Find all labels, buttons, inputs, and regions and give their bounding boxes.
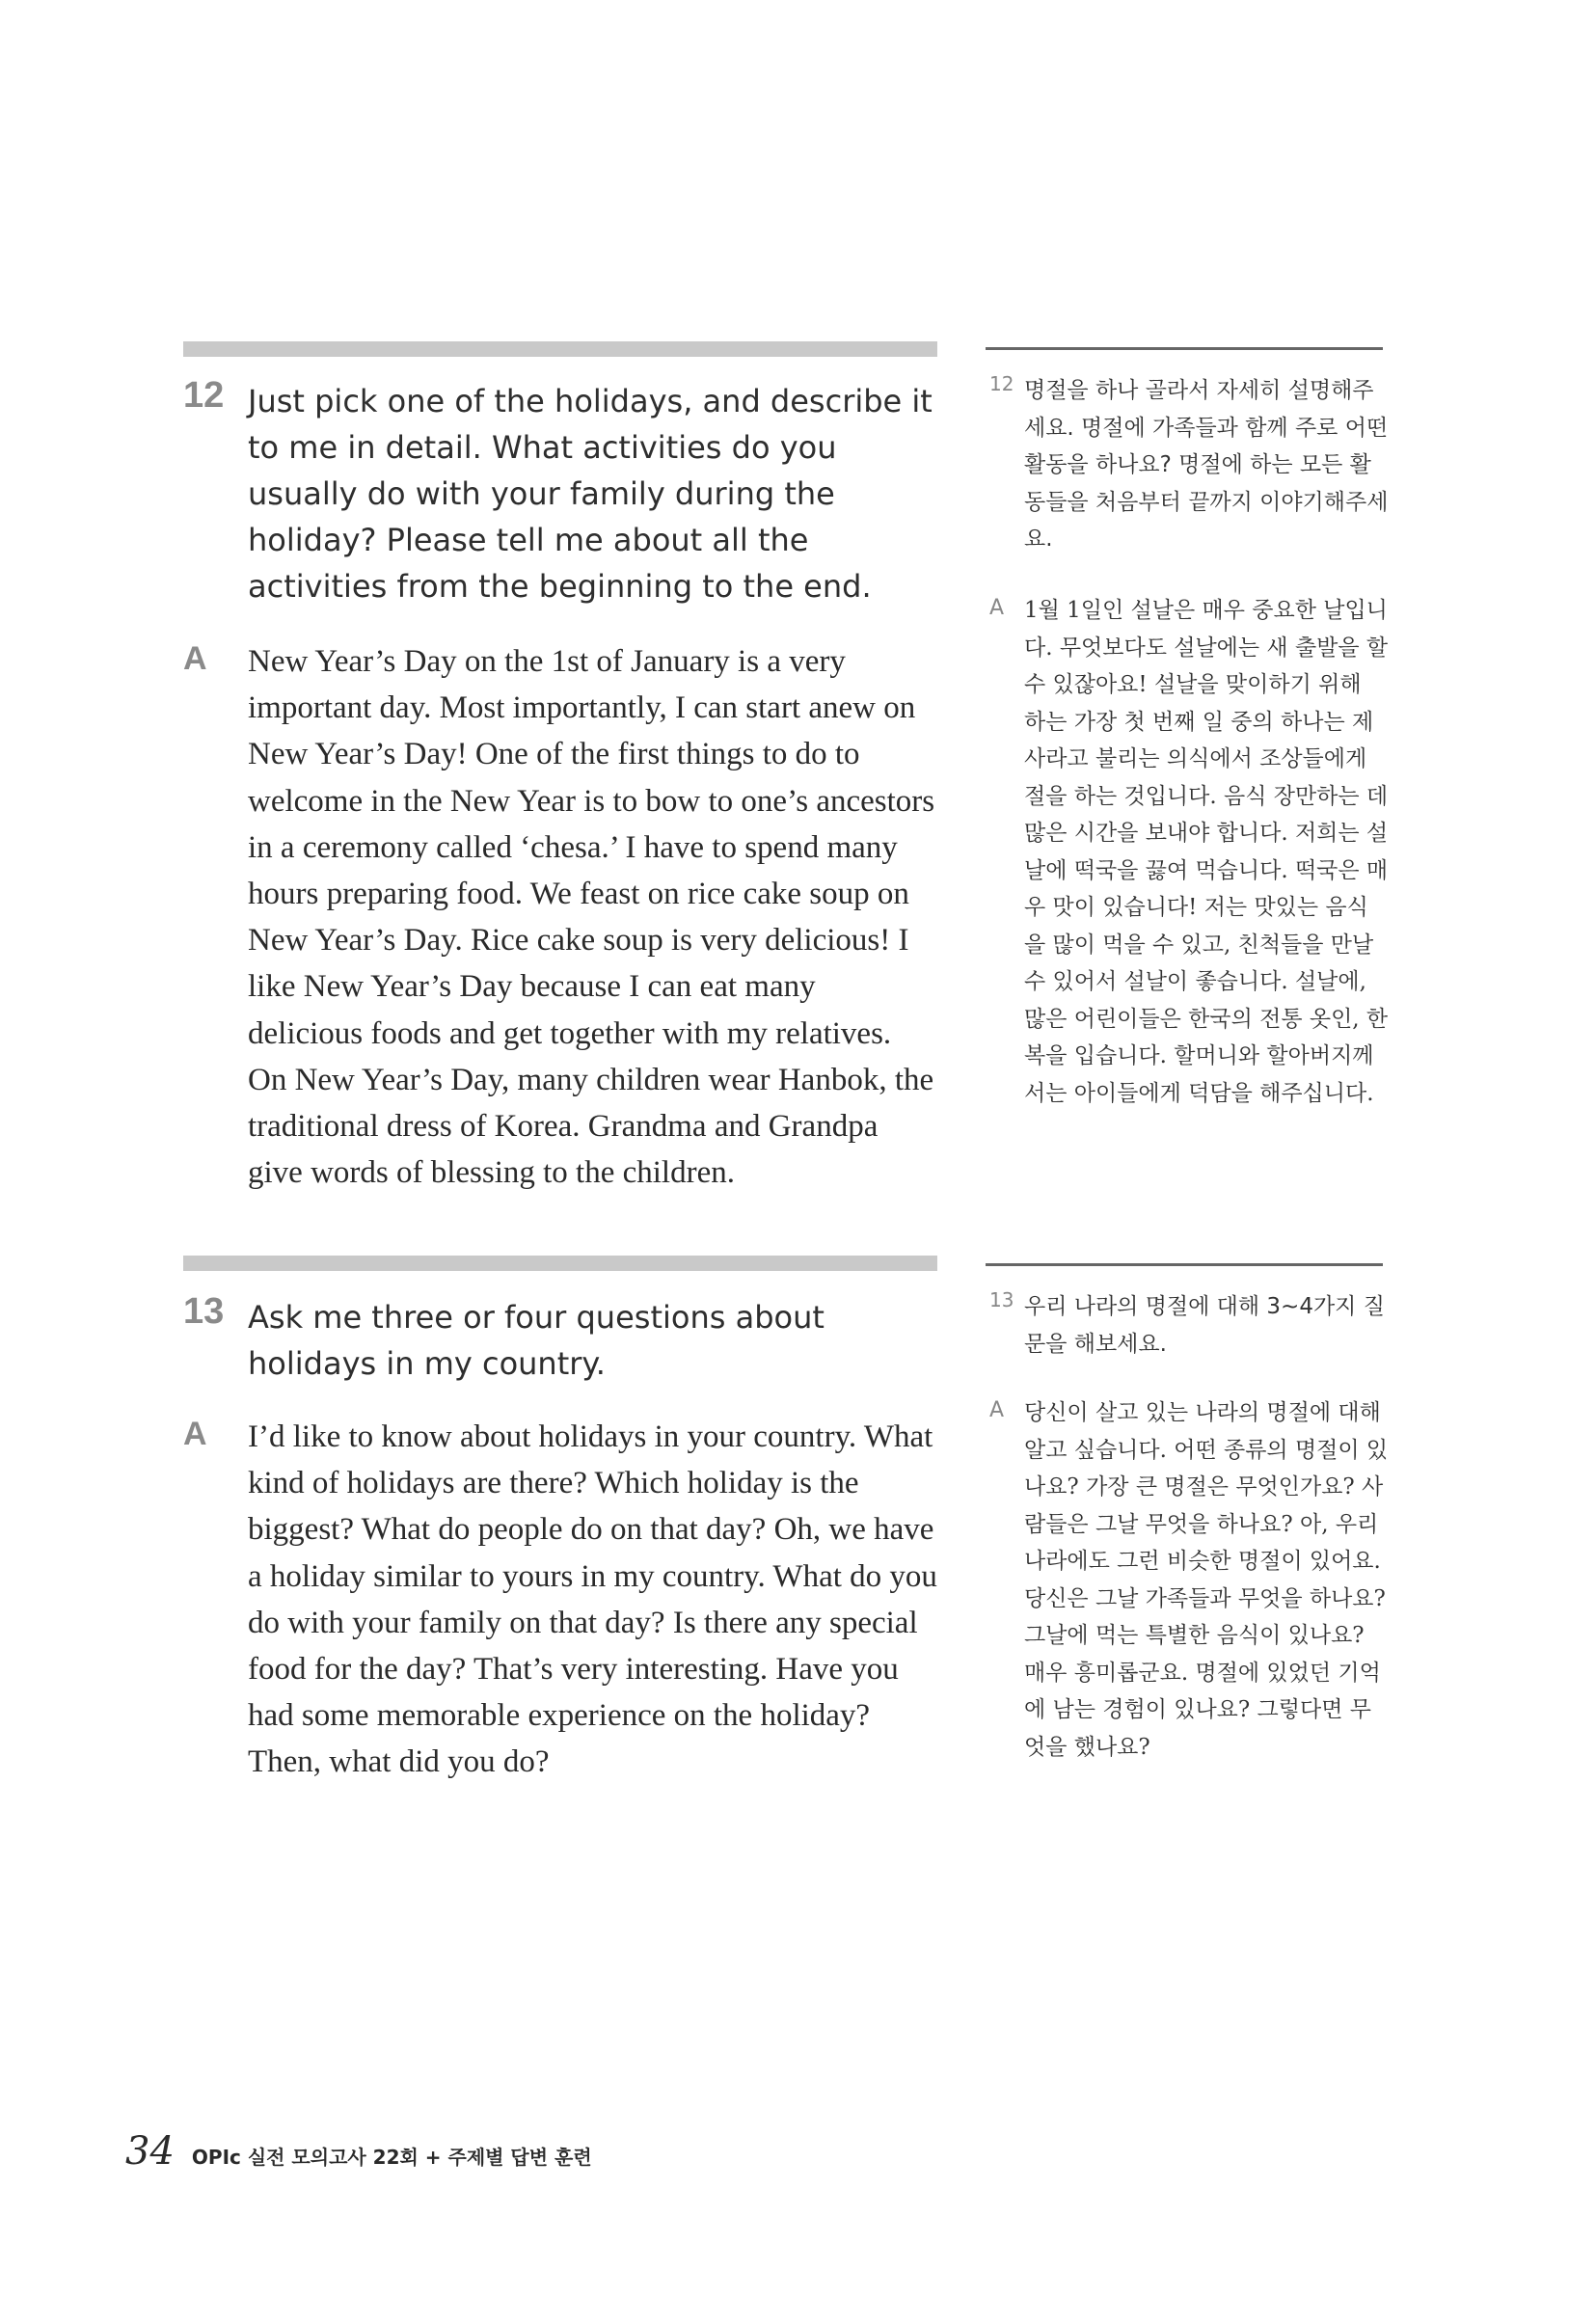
question-13-ko: [989, 1288, 1389, 1363]
section-12-ko-divider: [986, 347, 1383, 350]
answer-12-ko: [989, 592, 1389, 1112]
answer-text-en: New Year’s Day on the 1st of January is a very important day. Most importantly, I can start anew on New Year’s Day! One of the first things to do to welcome in the New Year is to bow to one’s ancestors in a ceremony called ‘chesa.’ I have to spend many hours preparing food. We feast on rice cake soup on New Year’s Day. Rice cake soup is very delicious! I like New Year’s Day because I can eat many delicious foods and get together with my relatives. On New Year’s Day, many children wear Hanbok, the traditional dress of Korea. Grandma and Grandpa give words of blessing to the children.: [248, 644, 935, 1191]
question-text-ko: 명절을 하나 골라서 자세히 설명해주세요. 명절에 가족들과 함께 주로 어떤 활동을 하나요? 명절에 하는 모든 활동들을 처음부터 끝까지 이야기해주세요.: [1024, 378, 1389, 552]
question-number: 12: [183, 375, 225, 416]
question-text-en: Ask me three or four questions about holidays in my country.: [248, 1299, 825, 1382]
section-12-divider: [183, 341, 937, 357]
question-number-ko: 12: [989, 372, 1014, 395]
book-title: OPIc 실전 모의고사 22회 + 주제별 답변 훈련: [191, 2146, 592, 2169]
answer-12: [183, 638, 955, 1196]
answer-text-en: I’d like to know about holidays in your country. What kind of holidays are there? Which holiday is the biggest? What do people do on that day? Oh, we have a holiday similar to yours in my country. What do you do with your family on that day? Is there any special food for the day? That’s very interesting. Have you had some memorable experience on the holiday? Then, what did you do?: [248, 1419, 937, 1780]
question-12-ko: [989, 372, 1389, 558]
answer-text-ko: 1월 1일인 설날은 매우 중요한 날입니다. 무엇보다도 설날에는 새 출발을 할 수 있잖아요! 설날을 맞이하기 위해 하는 가장 첫 번째 일 중의 하나는 제사라고 불리는 의식에서 조상들에게 절을 하는 것입니다. 음식 장만하는 데 많은 시간을 보내야 합니다. 저희는 설날에 떡국을 끓여 먹습니다. 떡국은 매우 맛이 있습니다! 저는 맛있는 음식을 많이 먹을 수 있고, 친척들을 만날 수 있어서 설날이 좋습니다. 설날에, 많은 어린이들은 한국의 전통 옷인, 한복을 입습니다. 할머니와 할아버지께서는 아이들에게 덕담을 해주십니다.: [1024, 598, 1389, 1106]
page-footer: [125, 2129, 592, 2177]
answer-13: [183, 1414, 955, 1786]
question-text-ko: 우리 나라의 명절에 대해 3~4가지 질문을 해보세요.: [1024, 1294, 1385, 1357]
question-number-ko: 13: [989, 1288, 1014, 1311]
answer-text-ko: 당신이 살고 있는 나라의 명절에 대해 알고 싶습니다. 어떤 종류의 명절이 있나요? 가장 큰 명절은 무엇인가요? 사람들은 그날 무엇을 하나요? 아, 우리나라에도 그런 비슷한 명절이 있어요. 당신은 그날 가족들과 무엇을 하나요? 그날에 먹는 특별한 음식이 있나요? 매우 흥미롭군요. 명절에 있었던 기억에 남는 경험이 있나요? 그렇다면 무엇을 했나요?: [1024, 1400, 1389, 1760]
question-13: [183, 1291, 945, 1387]
answer-mark: A: [183, 1416, 207, 1452]
page-number: 34: [125, 2129, 175, 2174]
answer-mark-ko: A: [989, 1398, 1005, 1422]
answer-mark: A: [183, 640, 207, 677]
answer-mark-ko: A: [989, 596, 1005, 620]
section-13-ko-divider: [986, 1263, 1383, 1266]
section-13-divider: [183, 1256, 937, 1271]
answer-13-ko: [989, 1394, 1389, 1766]
question-number: 13: [183, 1291, 225, 1332]
question-text-en: Just pick one of the holidays, and describe it to me in detail. What activities do you usually do with your family during the holiday? Please tell me about all the activities from the beginning to the end.: [248, 383, 933, 605]
question-12: [183, 375, 945, 609]
